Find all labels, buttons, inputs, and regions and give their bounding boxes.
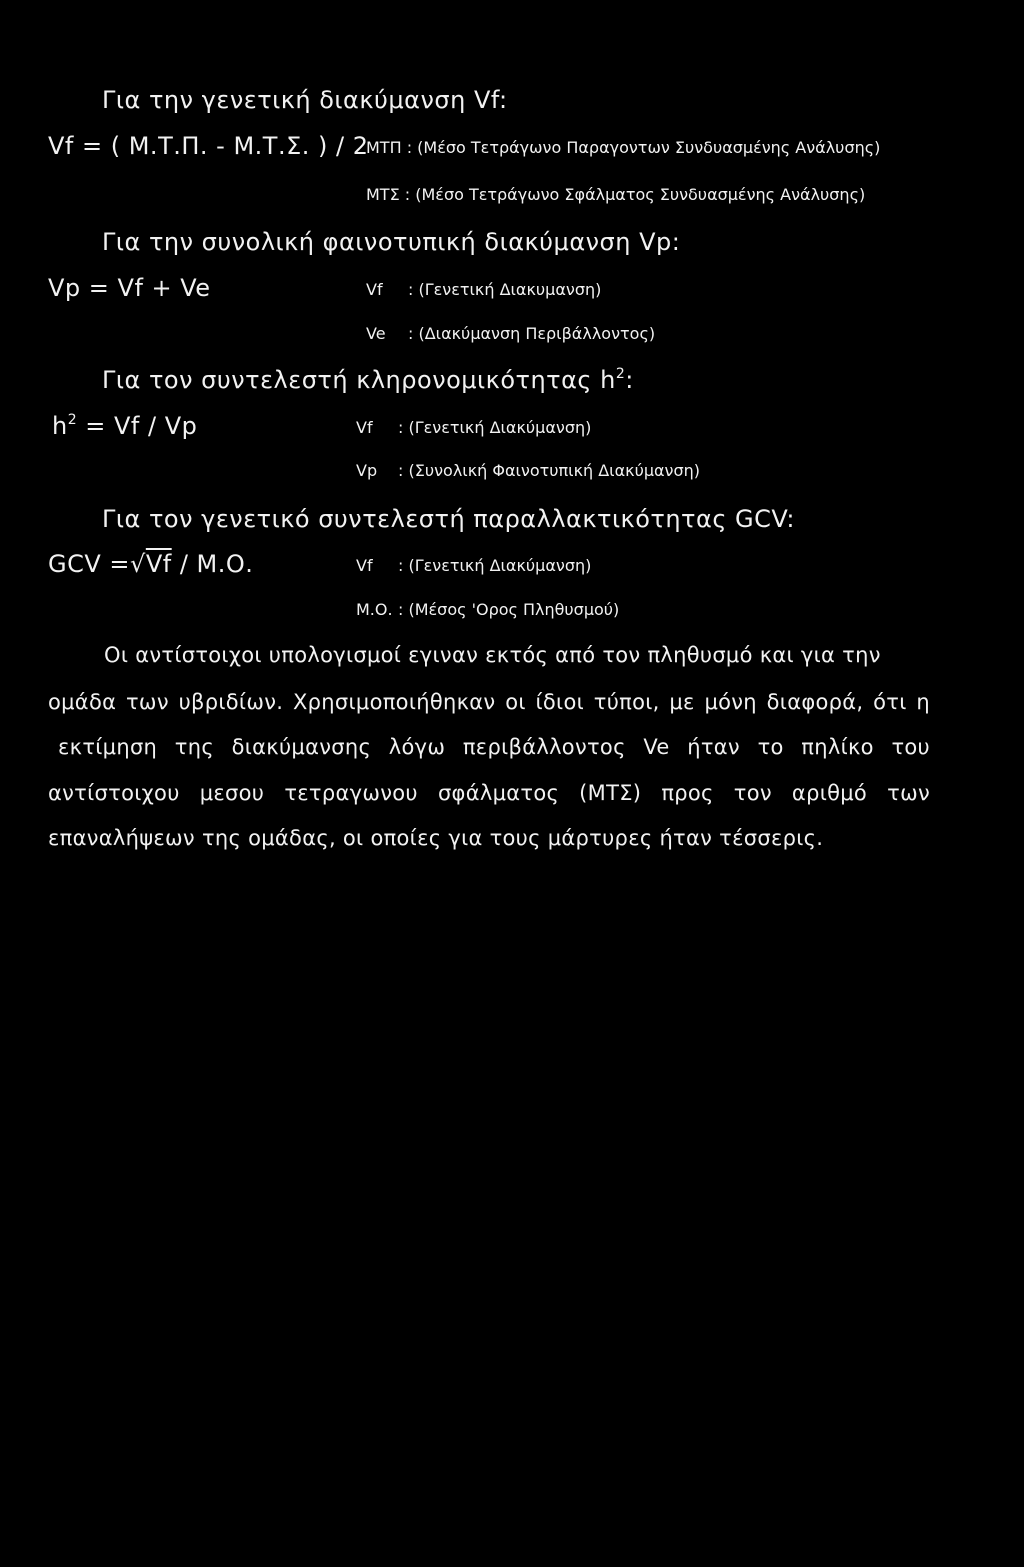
def-description: : (Συνολική Φαινοτυπική Διακύμανση) [398, 461, 701, 480]
def-symbol: ΜΤΠ [366, 138, 402, 157]
vp-heading: Για την συνολική φαινοτυπική διακύμανση Vp: [102, 228, 681, 256]
def-symbol: Vf [356, 556, 373, 575]
paragraph-line-5: επαναλήψεων της ομάδας, οι οποίες για τους μάρτυρες ήταν τέσσερις. [48, 826, 824, 850]
vp-def-ve [366, 324, 655, 343]
h2-formula [52, 412, 197, 440]
gcv-def-mo [356, 600, 619, 619]
def-symbol: Vf [356, 418, 373, 437]
def-symbol: ΜΤΣ [366, 185, 400, 204]
h2-heading-sup: 2 [615, 366, 626, 382]
gcv-radicand: Vf [145, 550, 172, 578]
gcv-def-vf [356, 556, 591, 575]
vf-heading: Για την γενετική διακύμανση Vf: [102, 86, 508, 114]
def-description: : (Γενετική Διακυμανση) [408, 280, 602, 299]
def-description: : (Γενετική Διακύμανση) [398, 418, 592, 437]
h2-heading-suffix: : [625, 366, 634, 394]
gcv-formula-lhs: GCV = [48, 550, 131, 578]
paragraph-line-2: ομάδα των υβριδίων. Χρησιμοποιήθηκαν οι ίδιοι τύποι, με μόνη διαφορά, ότι η [48, 690, 930, 714]
sqrt-symbol: √ [130, 550, 146, 578]
vf-formula: Vf = ( Μ.Τ.Π. - Μ.Τ.Σ. ) / 2 [48, 132, 369, 160]
vp-def-vf [366, 280, 601, 299]
def-description: : (Μέσο Τετράγωνο Σφάλματος Συνδυασμένης Ανάλυσης) [404, 185, 866, 204]
def-symbol: Vf [366, 280, 383, 299]
vf-def-mts [366, 185, 865, 204]
def-description: : (Μέσος 'Ορος Πληθυσμού) [398, 600, 620, 619]
gcv-heading: Για τον γενετικό συντελεστή παραλλακτικότητας GCV: [102, 505, 795, 533]
def-description: : (Γενετική Διακύμανση) [398, 556, 592, 575]
h2-heading-text: Για τον συντελεστή κληρονομικότητας h [102, 366, 616, 394]
h2-def-vp [356, 461, 700, 480]
h2-heading [102, 366, 634, 394]
vf-def-mtp [366, 138, 880, 157]
def-description: : (Μέσο Τετράγωνο Παραγοντων Συνδυασμένης Ανάλυσης) [406, 138, 881, 157]
paragraph-line-3: εκτίμηση της διακύμανσης λόγω περιβάλλοντος Ve ήταν το πηλίκο του [58, 735, 930, 759]
def-symbol: Ve [366, 324, 386, 343]
def-symbol: Μ.Ο. [356, 600, 393, 619]
gcv-formula [48, 550, 253, 578]
def-symbol: Vp [356, 461, 378, 480]
h2-formula-sup: 2 [67, 412, 78, 428]
paragraph-line-1: Οι αντίστοιχοι υπολογισμοί εγιναν εκτός από τον πληθυσμό και για την [104, 643, 881, 667]
h2-formula-lhs: h [52, 412, 68, 440]
h2-formula-rhs: = Vf / Vp [77, 412, 198, 440]
paragraph-line-4: αντίστοιχου μεσου τετραγωνου σφάλματος (ΜΤΣ) προς τον αριθμό των [48, 781, 930, 805]
gcv-formula-rhs: / Μ.Ο. [171, 550, 254, 578]
def-description: : (Διακύμανση Περιβάλλοντος) [408, 324, 656, 343]
vp-formula: Vp = Vf + Ve [48, 274, 211, 302]
h2-def-vf [356, 418, 591, 437]
